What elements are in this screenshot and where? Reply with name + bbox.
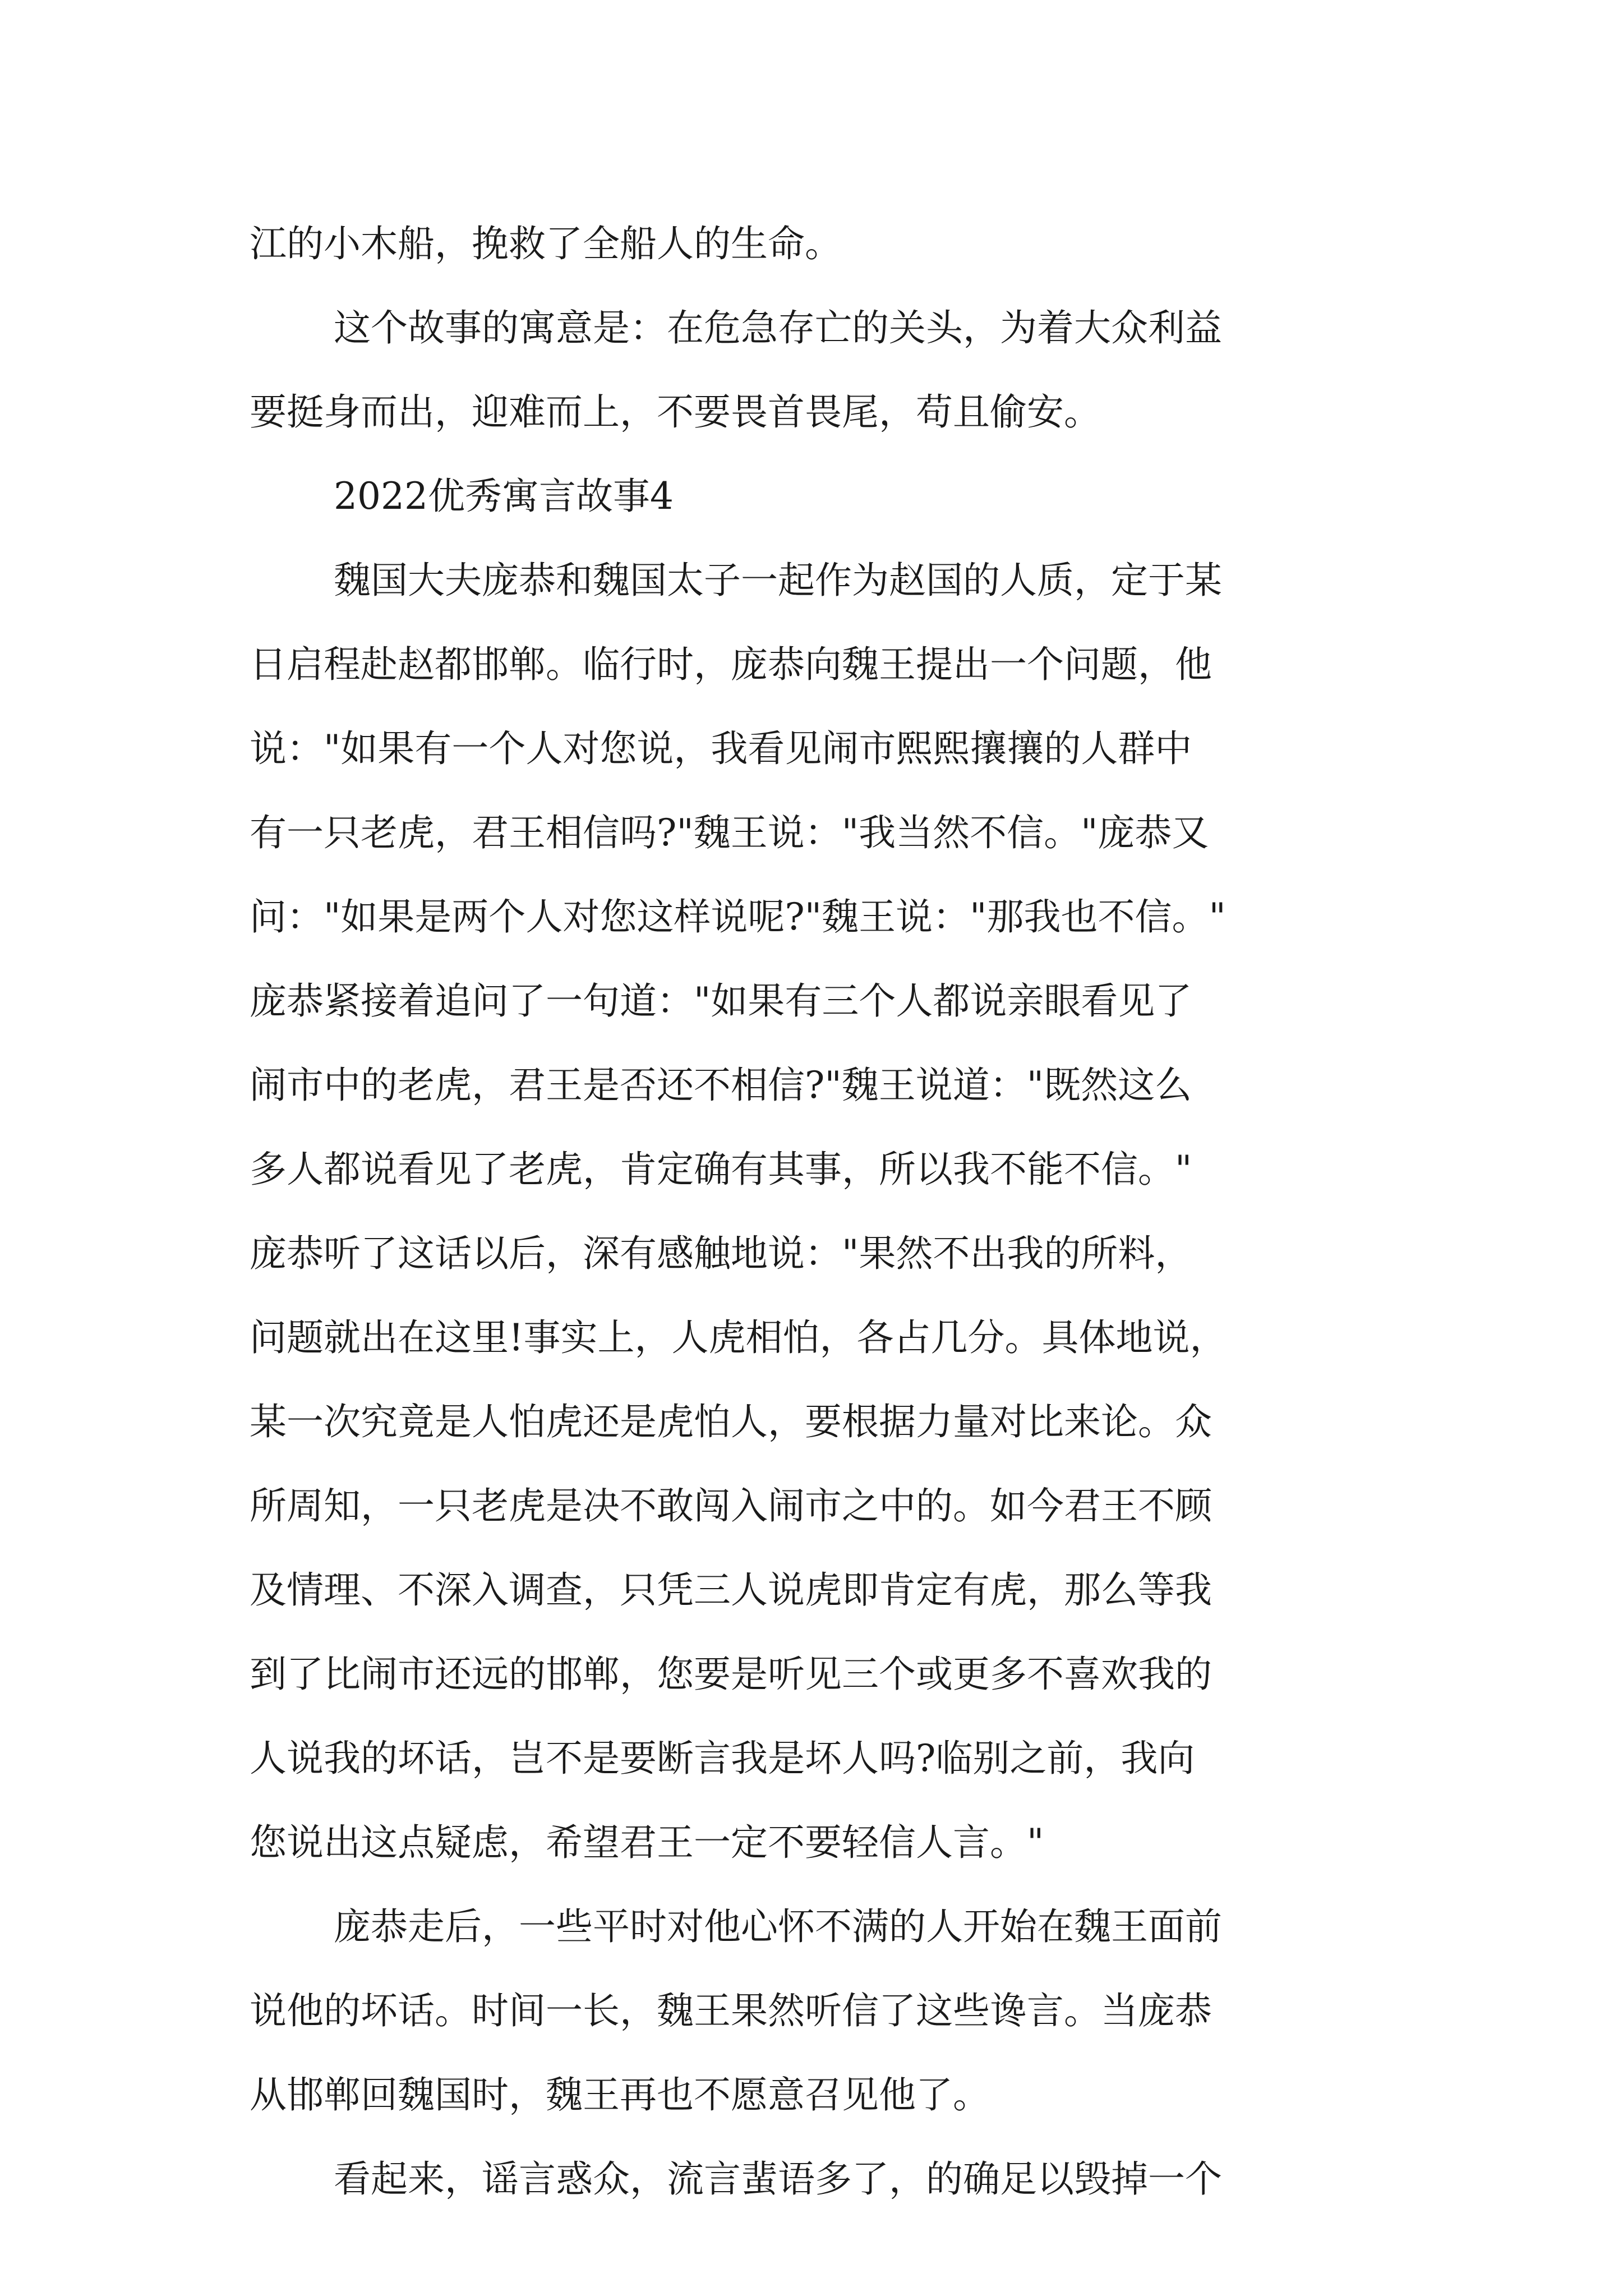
text-line: 问："如果是两个人对您这样说呢?"魏王说："那我也不信。" [250,895,1226,938]
text-line: 说："如果有一个人对您说，我看见闹市熙熙攘攘的人群中 [250,727,1192,770]
text-line: 从邯郸回魏国时，魏王再也不愿意召见他了。 [250,2073,990,2116]
text-line: 及情理、不深入调查，只凭三人说虎即肯定有虎，那么等我 [250,1568,1212,1612]
text-line: 人说我的坏话，岂不是要断言我是坏人吗?临别之前，我向 [250,1737,1195,1780]
text-line: 到了比闹市还远的邯郸，您要是听见三个或更多不喜欢我的 [250,1653,1212,1696]
text-line: 闹市中的老虎，君王是否还不相信?"魏王说道："既然这么 [250,1064,1192,1107]
text-line: 魏国大夫庞恭和魏国太子一起作为赵国的人质，定于某 [334,559,1222,602]
text-line: 有一只老虎，君王相信吗?"魏王说："我当然不信。"庞恭又 [250,811,1209,854]
text-line: 日启程赴赵都邯郸。临行时，庞恭向魏王提出一个问题，他 [250,643,1212,686]
section-heading: 2022优秀寓言故事4 [334,475,674,518]
text-line: 看起来，谣言惑众，流言蜚语多了，的确足以毁掉一个 [334,2157,1222,2201]
text-line: 庞恭紧接着追问了一句道："如果有三个人都说亲眼看见了 [250,979,1192,1023]
text-line: 说他的坏话。时间一长，魏王果然听信了这些谗言。当庞恭 [250,1989,1212,2032]
text-line: 庞恭听了这话以后，深有感触地说："果然不出我的所料， [250,1232,1192,1275]
text-line: 某一次究竟是人怕虎还是虎怕人，要根据力量对比来论。众 [250,1400,1212,1443]
text-line: 庞恭走后，一些平时对他心怀不满的人开始在魏王面前 [334,1905,1222,1948]
text-line: 所周知，一只老虎是决不敢闯入闹市之中的。如今君王不顾 [250,1484,1212,1527]
text-line: 多人都说看见了老虎，肯定确有其事，所以我不能不信。" [250,1148,1192,1191]
text-line: 问题就出在这里!事实上，人虎相怕，各占几分。具体地说， [250,1316,1227,1359]
text-line: 您说出这点疑虑，希望君王一定不要轻信人言。" [250,1821,1044,1864]
text-line: 要挺身而出，迎难而上，不要畏首畏尾，苟且偷安。 [250,390,1101,434]
text-line: 这个故事的寓意是：在危急存亡的关头，为着大众利益 [334,306,1222,349]
text-line: 江的小木船，挽救了全船人的生命。 [250,222,842,265]
